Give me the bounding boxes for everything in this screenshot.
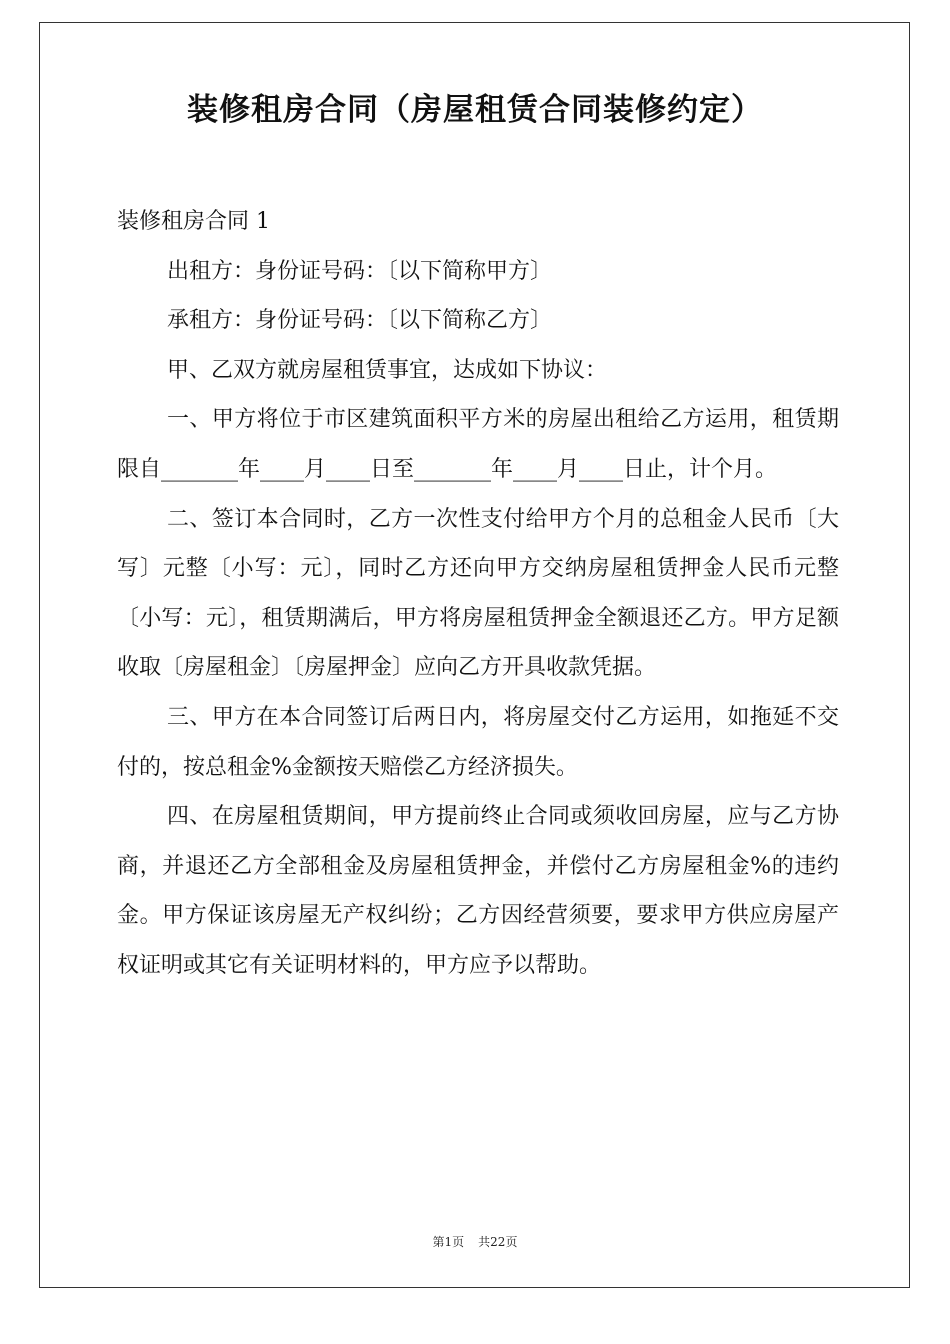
- page-number: 第1页: [432, 1235, 465, 1249]
- document-title: 装修租房合同（房屋租赁合同装修约定）: [187, 92, 763, 128]
- paragraph-agreement-intro: 甲、乙双方就房屋租赁事宜，达成如下协议：: [167, 357, 608, 383]
- paragraph-clause-3: 三、甲方在本合同签订后两日内，将房屋交付乙方运用，如拖延不交付的，按总租金%金额按天赔偿乙方经济损失。: [117, 704, 839, 780]
- document-body: [117, 197, 839, 991]
- paragraph-clause-2: 二、签订本合同时，乙方一次性支付给甲方个月的总租金人民币〔大写〕元整〔小写：元〕，同时乙方还向甲方交纳房屋租赁押金人民币元整〔小写：元〕，租赁期满后，甲方将房屋租赁押金全额退还乙方。甲方足额收取〔房屋租金〕〔房屋押金〕应向乙方开具收款凭据。: [117, 506, 839, 681]
- paragraph-lessor: 出租方：身份证号码：〔以下简称甲方〕: [167, 258, 553, 284]
- section-title: 装修租房合同 1: [117, 209, 270, 234]
- paragraph-lessee: 承租方：身份证号码：〔以下简称乙方〕: [167, 308, 553, 334]
- paragraph-clause-4: 四、在房屋租赁期间，甲方提前终止合同或须收回房屋，应与乙方协商，并退还乙方全部租金及房屋租赁押金，并偿付乙方房屋租金%的违约金。甲方保证该房屋无产权纠纷；乙方因经营须要，要求甲方供应房屋产权证明或其它有关证明材料的，甲方应予以帮助。: [117, 804, 839, 978]
- page-total: 共22页: [478, 1235, 518, 1249]
- paragraph-clause-1: 一、甲方将位于市区建筑面积平方米的房屋出租给乙方运用，租赁期限自_______年____月____日至_______年____月____日止，计个月。: [117, 407, 839, 482]
- page-footer: [0, 1234, 950, 1250]
